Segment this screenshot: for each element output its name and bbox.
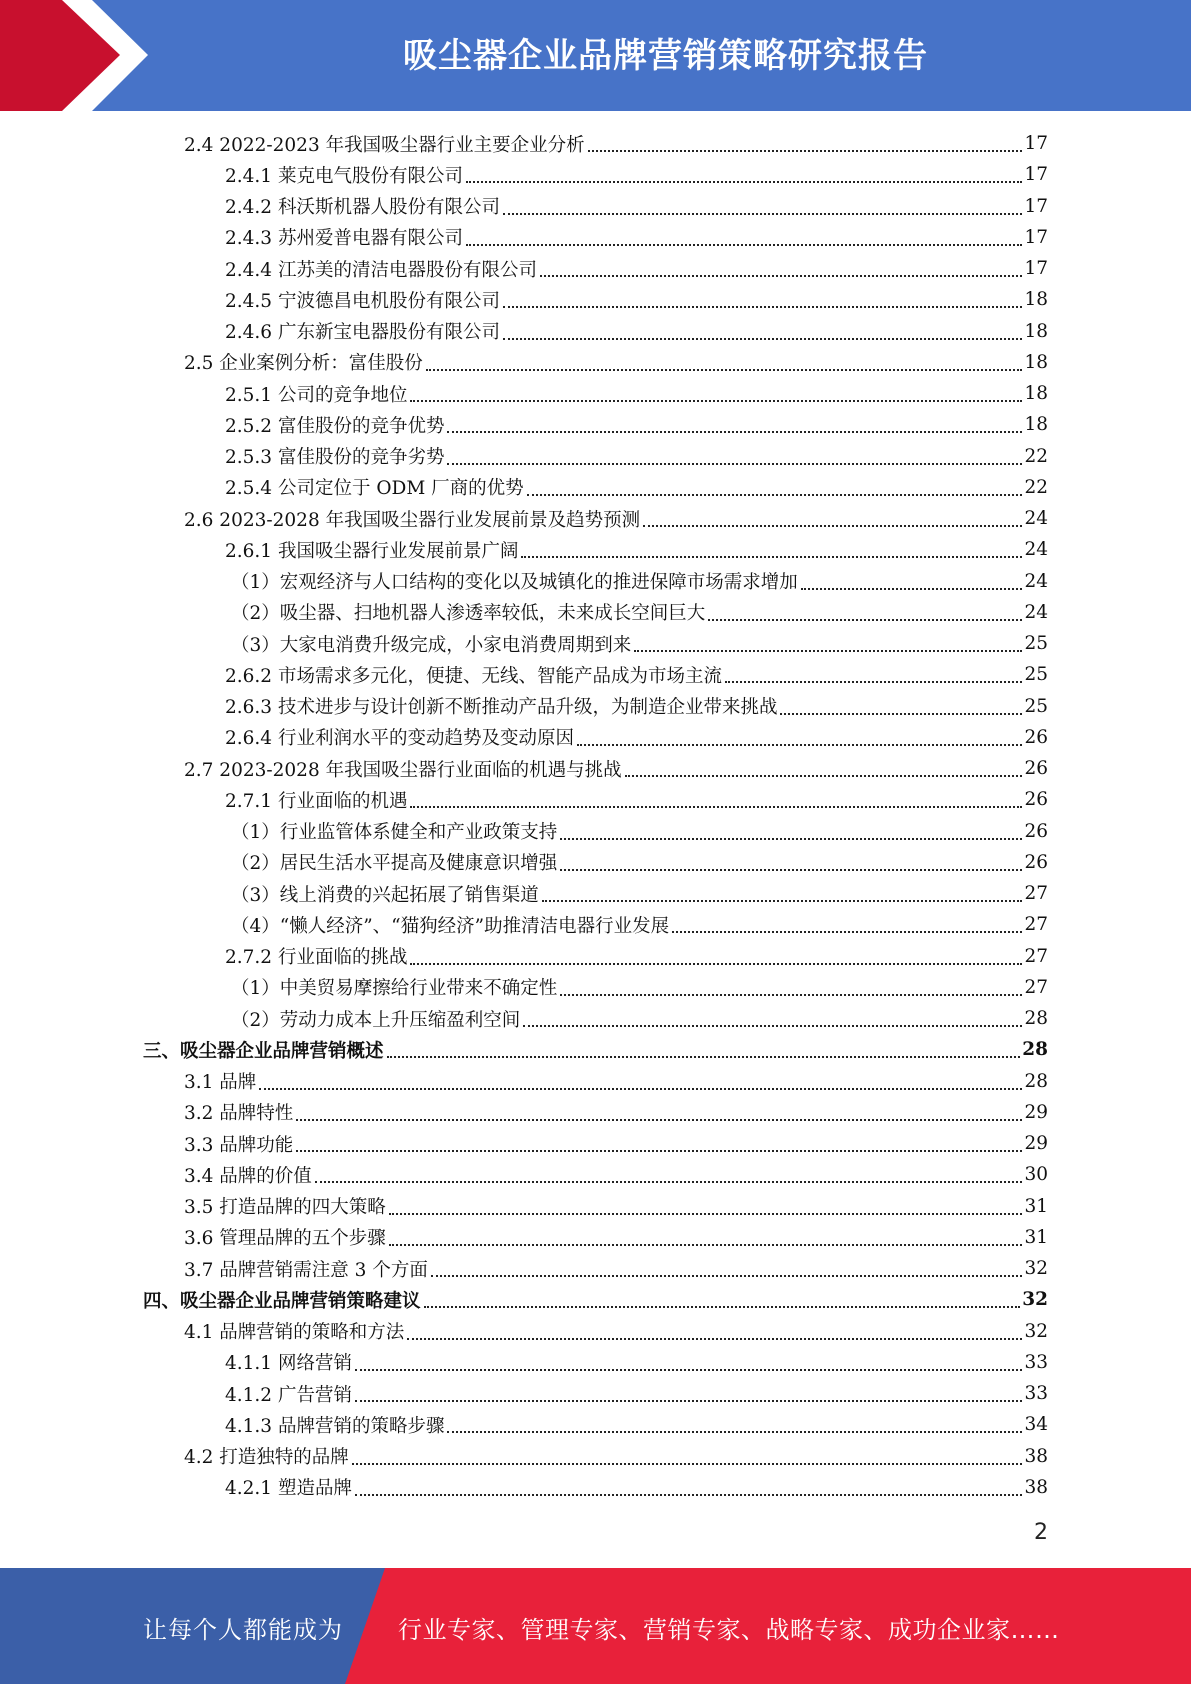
toc-dot-leader [426, 368, 1023, 371]
toc-entry-title: 4.1 品牌营销的策略和方法 [184, 1322, 405, 1344]
toc-dot-leader [466, 180, 1022, 183]
toc-entry[interactable] [0, 1128, 1191, 1159]
toc-dot-leader [503, 212, 1022, 215]
toc-dot-leader [407, 1337, 1022, 1340]
toc-entry[interactable] [0, 1284, 1191, 1315]
toc-entry-title: （1）行业监管体系健全和产业政策支持 [231, 822, 558, 844]
toc-entry-page: 18 [1024, 320, 1048, 342]
toc-entry-page: 28 [1022, 1039, 1048, 1061]
toc-entry-page: 24 [1024, 539, 1048, 561]
toc-entry[interactable] [0, 128, 1191, 159]
toc-entry[interactable] [0, 1253, 1191, 1284]
toc-dot-leader [315, 1180, 1023, 1183]
toc-entry-page: 25 [1024, 633, 1048, 655]
toc-dot-leader [542, 899, 1023, 902]
toc-dot-leader [296, 1149, 1022, 1152]
toc-entry[interactable] [0, 1316, 1191, 1347]
toc-entry-title: 3.6 管理品牌的五个步骤 [184, 1228, 386, 1250]
toc-entry-page: 30 [1024, 1164, 1048, 1186]
toc-entry-title: 2.5.3 富佳股份的竞争劣势 [225, 447, 445, 469]
toc-dot-leader [577, 743, 1022, 746]
toc-entry-page: 17 [1024, 226, 1048, 248]
toc-entry-title: 2.6 2023-2028 年我国吸尘器行业发展前景及趋势预测 [184, 509, 641, 531]
toc-entry-title: 2.6.3 技术进步与设计创新不断推动产品升级，为制造企业带来挑战 [225, 697, 778, 719]
toc-entry-page: 25 [1024, 695, 1048, 717]
toc-entry-page: 27 [1024, 945, 1048, 967]
toc-dot-leader [466, 243, 1022, 246]
toc-dot-leader [431, 1274, 1023, 1277]
toc-entry-title: 4.1.1 网络营销 [225, 1353, 352, 1375]
toc-entry-page: 32 [1022, 1289, 1048, 1311]
toc-dot-leader [389, 1212, 1023, 1215]
toc-entry-title: 4.1.2 广告营销 [225, 1384, 352, 1406]
table-of-contents [0, 128, 1191, 1503]
toc-dot-leader [634, 649, 1022, 652]
toc-entry-title: （3）大家电消费升级完成，小家电消费周期到来 [231, 634, 632, 656]
toc-entry-page: 18 [1024, 351, 1048, 373]
toc-entry-page: 17 [1024, 258, 1048, 280]
toc-entry-page: 31 [1024, 1226, 1048, 1248]
toc-entry-title: 4.1.3 品牌营销的策略步骤 [225, 1415, 445, 1437]
toc-entry[interactable] [0, 253, 1191, 284]
toc-dot-leader [447, 430, 1022, 433]
toc-entry-page: 29 [1024, 1133, 1048, 1155]
toc-entry-page: 33 [1024, 1383, 1048, 1405]
toc-dot-leader [355, 1368, 1023, 1371]
toc-dot-leader [708, 618, 1022, 621]
toc-entry[interactable] [0, 659, 1191, 690]
toc-entry[interactable] [0, 1472, 1191, 1503]
toc-entry-title: 3.3 品牌功能 [184, 1134, 294, 1156]
toc-entry[interactable] [0, 1409, 1191, 1440]
toc-entry[interactable] [0, 1003, 1191, 1034]
toc-entry-title: 3.1 品牌 [184, 1072, 257, 1094]
toc-entry[interactable] [0, 159, 1191, 190]
toc-entry-page: 17 [1024, 164, 1048, 186]
toc-dot-leader [780, 712, 1022, 715]
toc-dot-leader [389, 1243, 1023, 1246]
toc-entry-page: 24 [1024, 601, 1048, 623]
toc-entry[interactable] [0, 1191, 1191, 1222]
toc-entry-title: 2.7 2023-2028 年我国吸尘器行业面临的机遇与挑战 [184, 759, 622, 781]
toc-entry-title: 2.7.1 行业面临的机遇 [225, 790, 408, 812]
toc-entry[interactable] [0, 378, 1191, 409]
toc-entry[interactable] [0, 1222, 1191, 1253]
toc-entry[interactable] [0, 972, 1191, 1003]
toc-entry-title: 3.7 品牌营销需注意 3 个方面 [184, 1259, 428, 1281]
toc-entry-page: 31 [1024, 1195, 1048, 1217]
toc-entry[interactable] [0, 691, 1191, 722]
toc-entry-title: 3.2 品牌特性 [184, 1103, 294, 1125]
toc-entry[interactable] [0, 1441, 1191, 1472]
toc-entry-title: 4.2.1 塑造品牌 [225, 1478, 352, 1500]
footer-slogan-right: 行业专家、管理专家、营销专家、战略专家、成功企业家…… [398, 1616, 1060, 1644]
toc-dot-leader [560, 993, 1022, 996]
toc-entry-title: （1）宏观经济与人口结构的变化以及城镇化的推进保障市场需求增加 [231, 572, 798, 594]
toc-entry-title: 2.4 2022-2023 年我国吸尘器行业主要企业分析 [184, 134, 585, 156]
toc-dot-leader [355, 1399, 1023, 1402]
toc-entry-title: 2.5.1 公司的竞争地位 [225, 384, 408, 406]
toc-entry-page: 24 [1024, 570, 1048, 592]
toc-entry-page: 27 [1024, 914, 1048, 936]
toc-entry[interactable] [0, 1066, 1191, 1097]
toc-entry[interactable] [0, 784, 1191, 815]
report-title: 吸尘器企业品牌营销策略研究报告 [403, 36, 928, 76]
toc-entry-page: 25 [1024, 664, 1048, 686]
toc-dot-leader [527, 493, 1023, 496]
toc-dot-leader [725, 680, 1022, 683]
toc-entry-title: （2）劳动力成本上升压缩盈利空间 [231, 1009, 521, 1031]
toc-entry[interactable] [0, 191, 1191, 222]
toc-entry[interactable] [0, 409, 1191, 440]
toc-entry-page: 33 [1024, 1351, 1048, 1373]
toc-entry[interactable] [0, 628, 1191, 659]
toc-entry-page: 38 [1024, 1476, 1048, 1498]
toc-entry-title: 2.4.2 科沃斯机器人股份有限公司 [225, 197, 500, 219]
toc-entry-page: 32 [1024, 1258, 1048, 1280]
toc-entry-title: 四、吸尘器企业品牌营销策略建议 [143, 1290, 421, 1312]
toc-entry[interactable] [0, 1378, 1191, 1409]
header-banner [0, 0, 1191, 111]
toc-entry[interactable] [0, 1097, 1191, 1128]
toc-dot-leader [523, 1024, 1022, 1027]
toc-dot-leader [355, 1493, 1023, 1496]
toc-entry-title: 2.5 企业案例分析：富佳股份 [184, 353, 423, 375]
toc-dot-leader [521, 555, 1022, 558]
toc-entry-page: 38 [1024, 1445, 1048, 1467]
toc-entry-page: 26 [1024, 758, 1048, 780]
toc-entry-title: （2）居民生活水平提高及健康意识增强 [231, 853, 558, 875]
toc-entry-page: 18 [1024, 383, 1048, 405]
toc-entry-page: 24 [1024, 508, 1048, 530]
toc-entry-title: 2.4.5 宁波德昌电机股份有限公司 [225, 290, 500, 312]
toc-dot-leader [560, 837, 1022, 840]
toc-entry-title: 2.7.2 行业面临的挑战 [225, 947, 408, 969]
toc-dot-leader [801, 587, 1023, 590]
toc-dot-leader [588, 149, 1023, 152]
toc-dot-leader [447, 462, 1022, 465]
toc-entry-title: 2.4.6 广东新宝电器股份有限公司 [225, 322, 500, 344]
toc-entry-title: （1）中美贸易摩擦给行业带来不确定性 [231, 978, 558, 1000]
toc-entry[interactable] [0, 1159, 1191, 1190]
toc-entry[interactable] [0, 847, 1191, 878]
toc-entry-page: 18 [1024, 289, 1048, 311]
toc-dot-leader [503, 337, 1022, 340]
toc-entry-page: 26 [1024, 726, 1048, 748]
toc-entry-title: 2.5.4 公司定位于 ODM 厂商的优势 [225, 478, 524, 500]
toc-entry-page: 22 [1024, 476, 1048, 498]
toc-entry[interactable] [0, 222, 1191, 253]
toc-entry-page: 26 [1024, 789, 1048, 811]
toc-entry[interactable] [0, 1034, 1191, 1065]
toc-dot-leader [503, 305, 1022, 308]
toc-entry-title: 3.5 打造品牌的四大策略 [184, 1197, 386, 1219]
toc-entry-page: 18 [1024, 414, 1048, 436]
toc-entry-title: （2）吸尘器、扫地机器人渗透率较低，未来成长空间巨大 [231, 603, 706, 625]
toc-entry-title: 2.4.3 苏州爱普电器有限公司 [225, 228, 463, 250]
toc-entry-title: 2.4.1 莱克电气股份有限公司 [225, 165, 463, 187]
toc-dot-leader [296, 1118, 1022, 1121]
toc-entry[interactable] [0, 816, 1191, 847]
toc-dot-leader [387, 1055, 1021, 1058]
toc-entry[interactable] [0, 441, 1191, 472]
toc-entry-title: 2.4.4 江苏美的清洁电器股份有限公司 [225, 259, 537, 281]
toc-entry[interactable] [0, 316, 1191, 347]
toc-entry-title: 3.4 品牌的价值 [184, 1165, 312, 1187]
toc-entry[interactable] [0, 284, 1191, 315]
toc-dot-leader [410, 399, 1022, 402]
toc-entry-title: 三、吸尘器企业品牌营销概述 [143, 1040, 384, 1062]
toc-entry-page: 28 [1024, 1070, 1048, 1092]
toc-dot-leader [643, 524, 1022, 527]
page-number: 2 [1034, 1520, 1048, 1545]
toc-entry[interactable] [0, 941, 1191, 972]
toc-entry-title: 4.2 打造独特的品牌 [184, 1447, 349, 1469]
toc-dot-leader [259, 1087, 1022, 1090]
toc-entry[interactable] [0, 878, 1191, 909]
toc-entry[interactable] [0, 566, 1191, 597]
toc-dot-leader [560, 868, 1022, 871]
toc-dot-leader [424, 1305, 1021, 1308]
toc-dot-leader [410, 805, 1022, 808]
toc-entry[interactable] [0, 347, 1191, 378]
toc-entry-page: 32 [1024, 1320, 1048, 1342]
toc-entry-page: 17 [1024, 195, 1048, 217]
toc-entry-title: 2.6.2 市场需求多元化，便捷、无线、智能产品成为市场主流 [225, 665, 722, 687]
toc-dot-leader [540, 274, 1022, 277]
toc-entry[interactable] [0, 1347, 1191, 1378]
toc-entry-page: 27 [1024, 883, 1048, 905]
toc-entry-title: 2.6.1 我国吸尘器行业发展前景广阔 [225, 540, 519, 562]
footer-banner [0, 1568, 1191, 1684]
toc-entry[interactable] [0, 534, 1191, 565]
toc-dot-leader [352, 1462, 1023, 1465]
toc-entry-page: 17 [1024, 133, 1048, 155]
toc-entry[interactable] [0, 909, 1191, 940]
toc-entry[interactable] [0, 753, 1191, 784]
toc-entry[interactable] [0, 597, 1191, 628]
toc-entry-page: 29 [1024, 1101, 1048, 1123]
toc-dot-leader [672, 930, 1022, 933]
toc-entry-title: （4）“懒人经济”、“猫狗经济”助推清洁电器行业发展 [231, 915, 670, 937]
toc-entry[interactable] [0, 503, 1191, 534]
toc-entry[interactable] [0, 722, 1191, 753]
toc-entry-title: （3）线上消费的兴起拓展了销售渠道 [231, 884, 539, 906]
toc-entry-page: 26 [1024, 851, 1048, 873]
toc-entry[interactable] [0, 472, 1191, 503]
toc-entry-page: 26 [1024, 820, 1048, 842]
toc-entry-page: 28 [1024, 1008, 1048, 1030]
toc-entry-page: 34 [1024, 1414, 1048, 1436]
toc-entry-page: 22 [1024, 445, 1048, 467]
toc-entry-title: 2.6.4 行业利润水平的变动趋势及变动原因 [225, 728, 574, 750]
toc-entry-page: 27 [1024, 976, 1048, 998]
toc-dot-leader [625, 774, 1023, 777]
footer-slogan-left: 让每个人都能成为 [143, 1616, 343, 1644]
toc-entry-title: 2.5.2 富佳股份的竞争优势 [225, 415, 445, 437]
toc-dot-leader [447, 1430, 1022, 1433]
toc-dot-leader [410, 962, 1022, 965]
